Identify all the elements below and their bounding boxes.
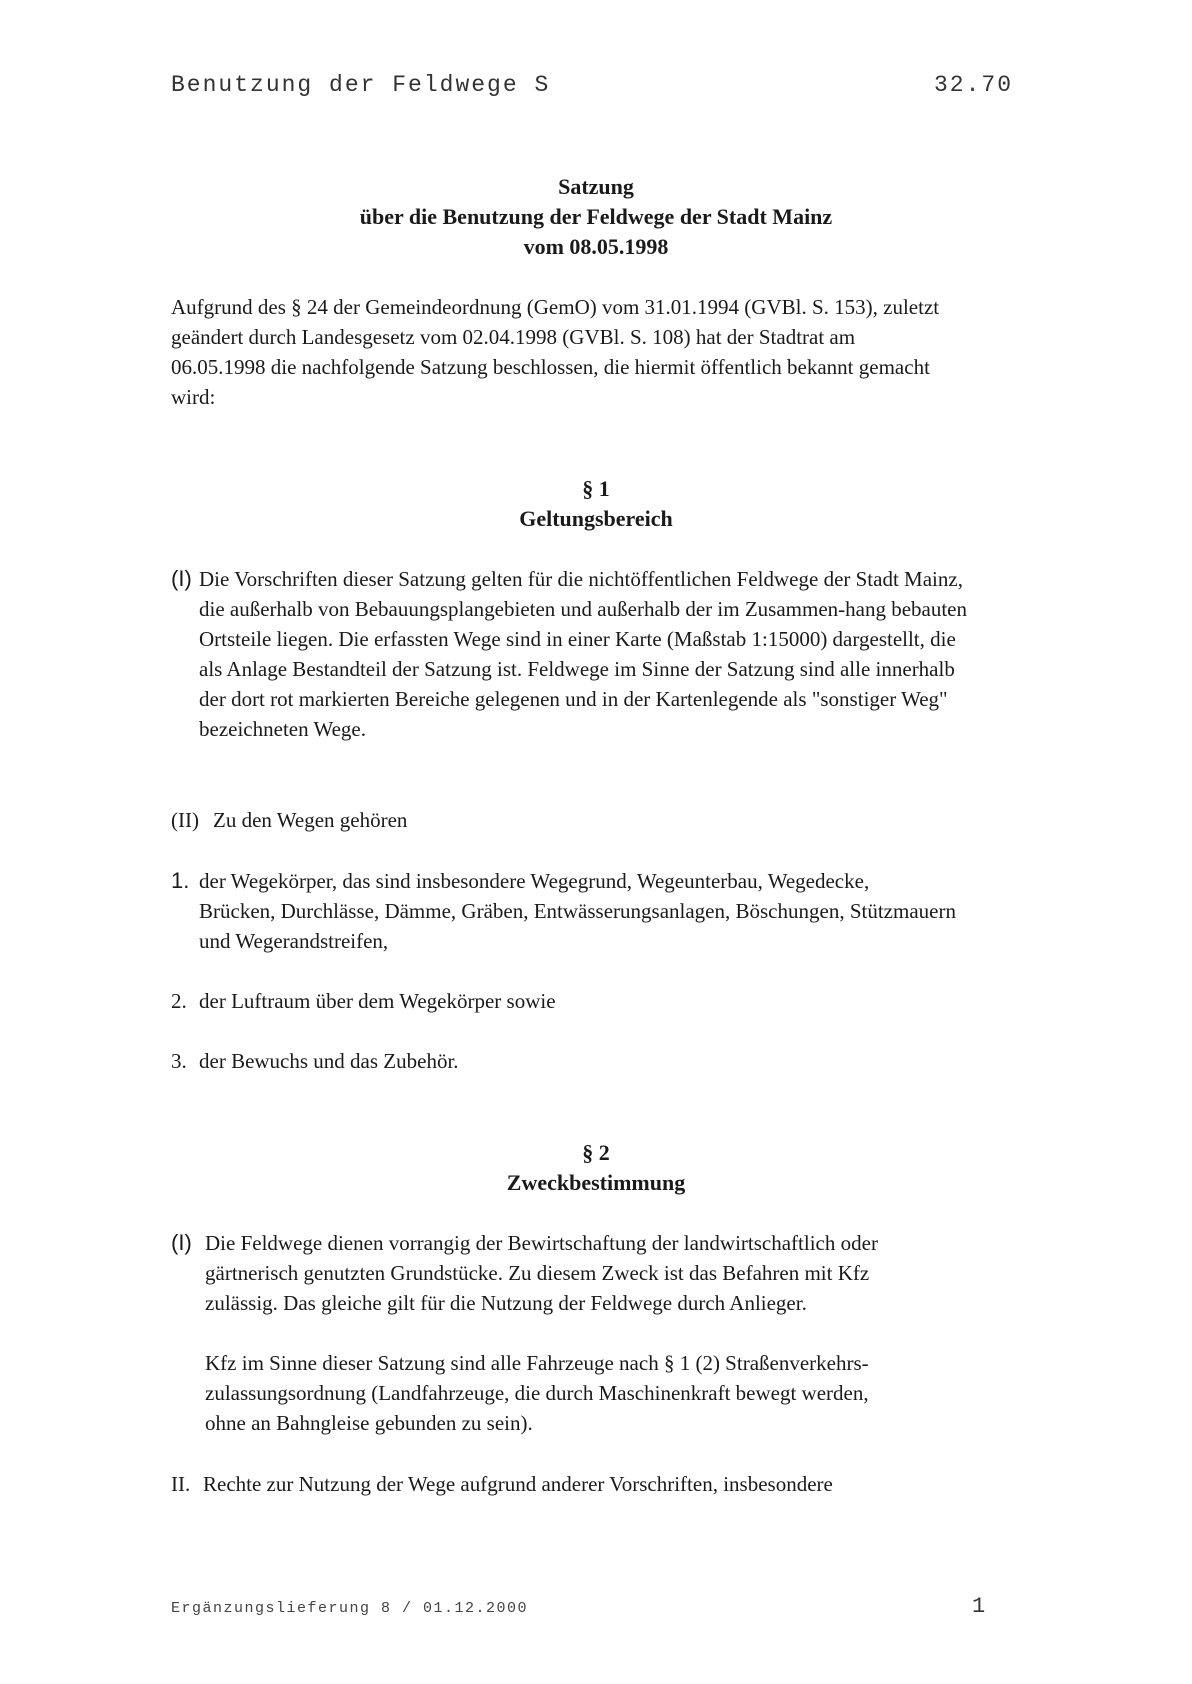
page-number: 1 [972,1594,986,1619]
footer-supplement-info: Ergänzungslieferung 8 / 01.12.2000 [171,1600,529,1617]
section-1-heading [0,474,1192,534]
section-2-heading [0,1138,1192,1198]
paragraph-text: Zu den Wegen gehören [213,808,408,832]
section-1-number: § 1 [582,476,610,501]
running-header-title: Benutzung der Feldwege S [171,72,551,98]
section-2-title: Zweckbestimmung [506,1170,686,1195]
list-item-line: der Bewuchs und das Zubehör. [199,1049,459,1073]
preamble-line: 06.05.1998 die nachfolgende Satzung beschlossen, die hiermit öffentlich bekannt gemacht [171,355,930,379]
list-marker: 1. [171,868,190,893]
paragraph-line: Die Feldwege dienen vorrangig der Bewirtschaftung der landwirtschaftlich oder [205,1231,878,1255]
paragraph-line: der dort rot markierten Bereiche gelegenen und in der Kartenlegende als "sonstiger Weg" [199,687,948,711]
list-item-line: und Wegerandstreifen, [199,929,389,953]
paragraph-sub-line: ohne an Bahngleise gebunden zu sein). [205,1411,533,1435]
paragraph-line: gärtnerisch genutzten Grundstücke. Zu diesem Zweck ist das Befahren mit Kfz [205,1261,870,1285]
paragraph-marker: (I) [171,566,192,591]
paragraph-marker: II. [171,1472,191,1496]
paragraph-text: Rechte zur Nutzung der Wege aufgrund anderer Vorschriften, insbesondere [203,1472,833,1496]
list-item-line: der Luftraum über dem Wegekörper sowie [199,989,556,1013]
paragraph-sub-line: Kfz im Sinne dieser Satzung sind alle Fahrzeuge nach § 1 (2) Straßenverkehrs- [205,1351,869,1375]
list-marker: 2. [171,989,187,1013]
paragraph-line: Die Vorschriften dieser Satzung gelten für die nichtöffentlichen Feldwege der Stadt Mainz, [199,567,963,591]
preamble-paragraph [171,292,1031,412]
title-line-2: über die Benutzung der Feldwege der Stadt Mainz [359,204,833,229]
list-item-line: Brücken, Durchlässe, Dämme, Gräben, Entwässerungsanlagen, Böschungen, Stützmauern [199,899,956,923]
preamble-line: geändert durch Landesgesetz vom 02.04.1998 (GVBl. S. 108) hat der Stadtrat am [171,325,856,349]
preamble-line: wird: [171,385,216,409]
paragraph-line: die außerhalb von Bebauungsplangebieten und außerhalb der im Zusammen-hang bebauten [199,597,967,621]
title-line-1: Satzung [558,174,634,199]
list-marker: 3. [171,1049,187,1073]
paragraph-line: zulässig. Das gleiche gilt für die Nutzung der Feldwege durch Anlieger. [205,1291,807,1315]
title-line-3: vom 08.05.1998 [523,234,669,259]
section-2-number: § 2 [582,1140,610,1165]
running-header-number: 32.70 [934,72,1014,98]
preamble-line: Aufgrund des § 24 der Gemeindeordnung (GemO) vom 31.01.1994 (GVBl. S. 153), zuletzt [171,295,940,319]
paragraph-sub-line: zulassungsordnung (Landfahrzeuge, die durch Maschinenkraft bewegt werden, [205,1381,869,1405]
paragraph-marker: (II) [171,808,199,832]
paragraph-line: bezeichneten Wege. [199,717,366,741]
list-item-line: der Wegekörper, das sind insbesondere Wegegrund, Wegeunterbau, Wegedecke, [199,869,870,893]
section-1-title: Geltungsbereich [519,506,673,531]
paragraph-line: als Anlage Bestandteil der Satzung ist. Feldwege im Sinne der Satzung sind alle innerhalb [199,657,955,681]
document-title [0,172,1192,262]
paragraph-marker: (I) [171,1230,192,1255]
paragraph-line: Ortsteile liegen. Die erfassten Wege sind in einer Karte (Maßstab 1:15000) dargestellt, die [199,627,956,651]
